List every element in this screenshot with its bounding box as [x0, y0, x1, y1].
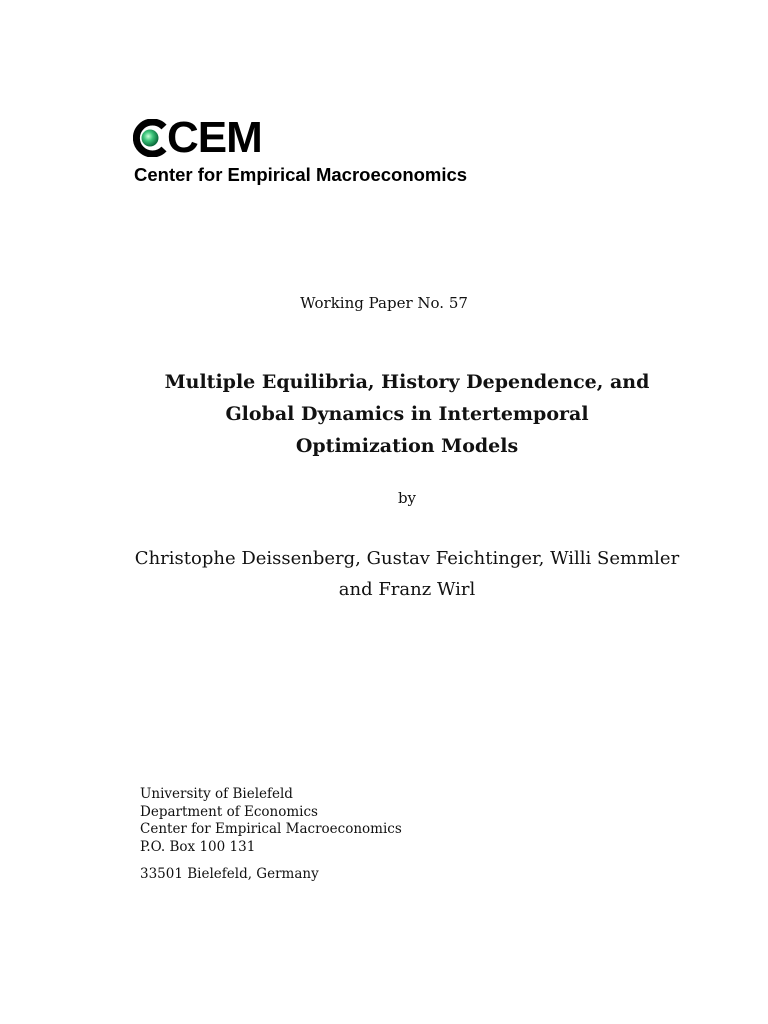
authors-line-1: Christophe Deissenberg, Gustav Feichtinger, Willi Semmler	[134, 548, 680, 569]
globe-c-icon	[133, 119, 169, 157]
cem-logo	[133, 113, 262, 162]
author-list	[100, 543, 714, 605]
title-line-1: Multiple Equilibria, History Dependence, and	[164, 371, 650, 393]
working-paper-number: Working Paper No. 57	[300, 294, 468, 312]
paper-title	[100, 366, 714, 462]
title-line-2: Global Dynamics in Intertemporal	[225, 403, 589, 425]
logo-wordmark: CEM	[167, 113, 262, 162]
title-line-3: Optimization Models	[295, 435, 519, 457]
address-department: Department of Economics	[140, 803, 318, 820]
by-label: by	[397, 489, 417, 507]
address-city: 33501 Bielefeld, Germany	[140, 866, 319, 882]
logo-subtitle: Center for Empirical Macroeconomics	[134, 164, 468, 185]
address-university: University of Bielefeld	[140, 786, 293, 802]
authors-line-2: and Franz Wirl	[338, 579, 476, 600]
institution-address	[140, 786, 402, 884]
address-po-box: P.O. Box 100 131	[140, 838, 256, 855]
address-center: Center for Empirical Macroeconomics	[140, 821, 402, 837]
